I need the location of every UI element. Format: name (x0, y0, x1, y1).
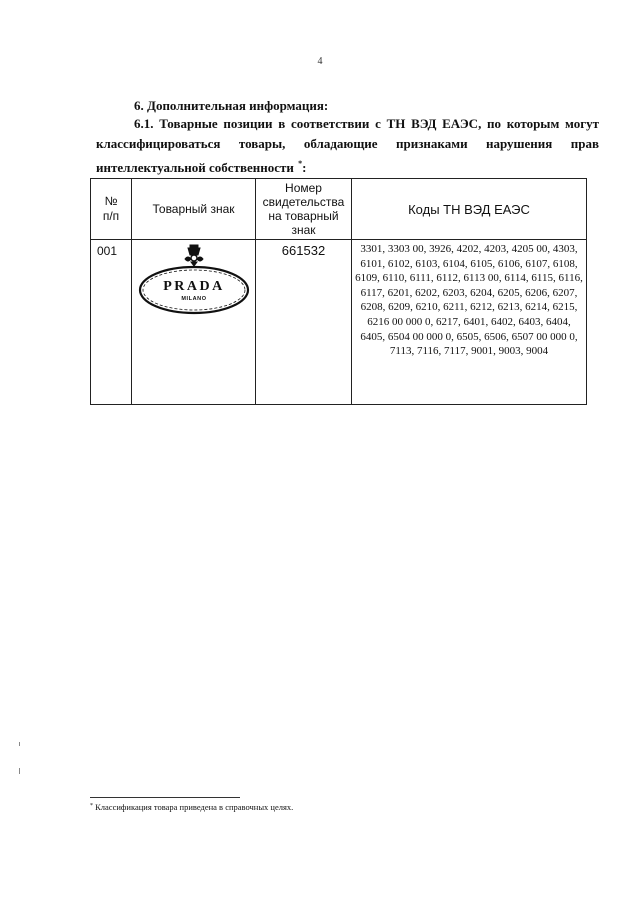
header-number-line1: № (104, 194, 118, 208)
margin-mark (19, 768, 20, 774)
subsection-colon: : (302, 160, 307, 175)
footnote-divider (90, 797, 240, 798)
margin-mark (19, 742, 20, 746)
header-certificate: Номер свидетельства на товарный знак (256, 179, 352, 240)
crest-icon (185, 245, 203, 266)
row-number: 001 (91, 240, 132, 405)
subsection-text (96, 114, 599, 178)
subsection-body: 6.1. Товарные позиции в соответствии с ТН ВЭД ЕАЭС, по которым могут классифицироваться товары, обладающие признаками нарушения прав интеллектуальной собственности (96, 116, 599, 175)
section-title: 6. Дополнительная информация: (134, 98, 329, 113)
footnote-text: Классификация товара приведена в справочных целях. (95, 802, 294, 812)
certificate-number: 661532 (256, 240, 352, 405)
table-row (91, 240, 587, 405)
table-header-row (91, 179, 587, 240)
footnote-reference: * (298, 159, 303, 168)
footnote-mark: * (90, 803, 93, 809)
hs-codes: 3301, 3303 00, 3926, 4202, 4203, 4205 00, 4303, 6101, 6102, 6103, 6104, 6105, 6106, 6107, 6108, 6109, 6110, 6111, 6112, 6113 00, 6114, 6115, 6116, 6117, 6201, 6202, 6203, 6204, 6205, 6206, 6207, 6208, 6209, 6210, 6211, 6212, 6213, 6214, 6215, 6216 00 000 0, 6217, 6401, 6402, 6403, 6404, 6405, 6504 00 000 0, 6505, 6506, 6507 00 000 0, 7113, 7116, 7117, 9001, 9003, 9004 (352, 240, 587, 405)
logo-brand: PRADA (162, 279, 225, 294)
prada-crest-logo (136, 242, 252, 320)
trademark-cell (132, 240, 256, 405)
header-number (91, 179, 132, 240)
header-trademark: Товарный знак (132, 179, 256, 240)
page-number: 4 (317, 56, 323, 67)
goods-table (90, 178, 587, 405)
logo-city: MILANO (180, 296, 207, 302)
header-codes: Коды ТН ВЭД ЕАЭС (352, 179, 587, 240)
header-number-line2: п/п (102, 209, 120, 223)
footnote (90, 802, 293, 812)
